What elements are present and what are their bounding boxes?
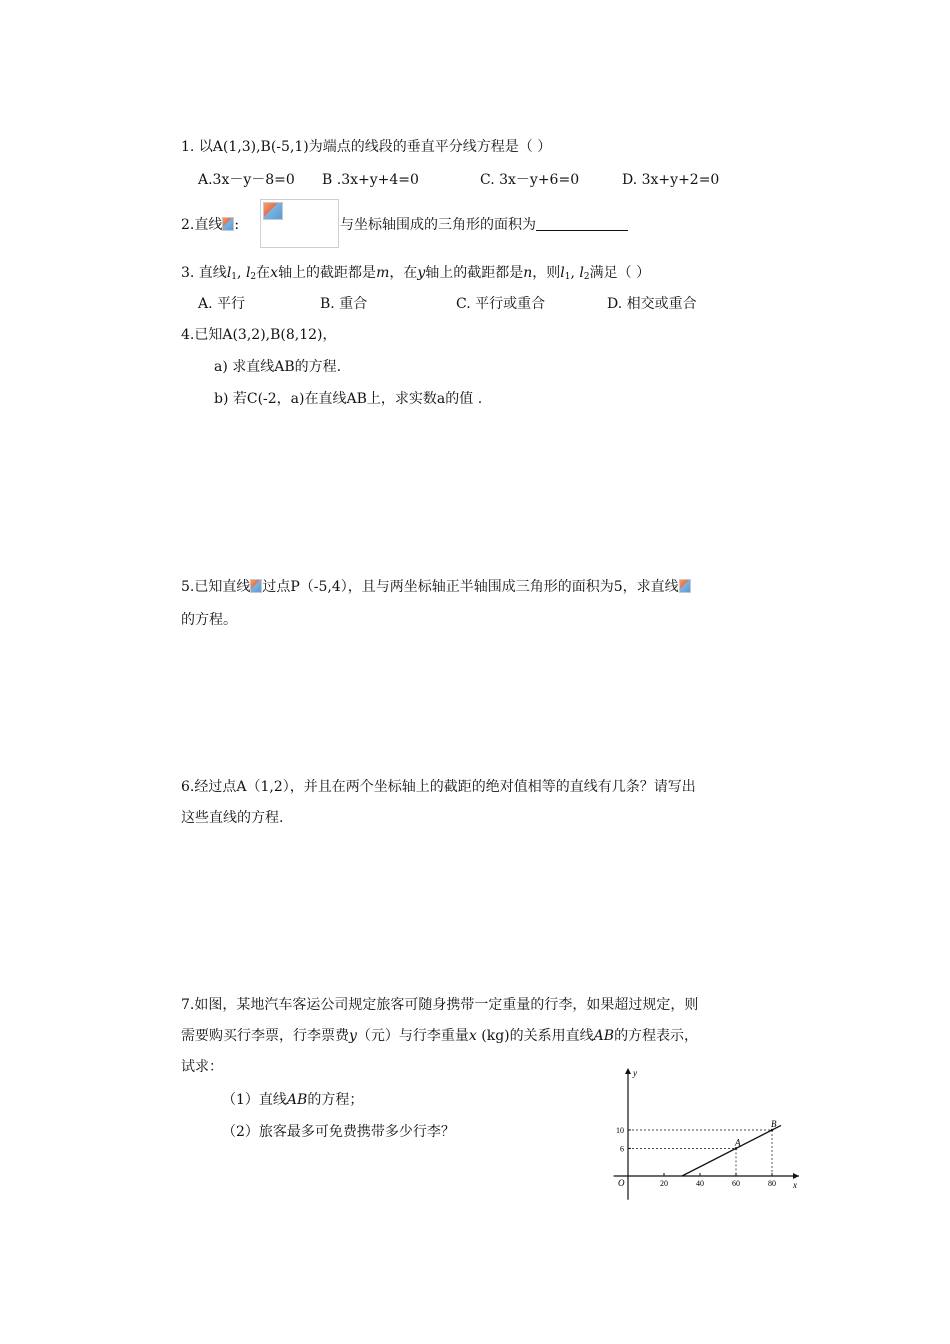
y-tick-label: 6 bbox=[620, 1144, 624, 1154]
x-axis-label: x bbox=[793, 1180, 797, 1190]
q3-option-d: D. 相交或重合 bbox=[607, 296, 697, 312]
q7-text: 的方程表示， bbox=[614, 1028, 699, 1044]
q5-line2: 的方程。 bbox=[181, 612, 237, 628]
answer-blank bbox=[536, 216, 628, 231]
q6-line2: 这些直线的方程. bbox=[181, 810, 284, 826]
q3-sub2b: 2 bbox=[583, 272, 590, 282]
q3-l2: l bbox=[245, 265, 251, 281]
x-axis-arrow bbox=[793, 1173, 799, 1179]
q7-line1: 7.如图，某地汽车客运公司规定旅客可随身携带一定重量的行李，如果超过规定，则 bbox=[181, 997, 699, 1013]
q7-text: (kg)的关系用直线 bbox=[476, 1028, 594, 1044]
q7-text: 的方程； bbox=[307, 1092, 364, 1108]
broken-image-icon bbox=[263, 202, 283, 220]
q7-y: y bbox=[349, 1028, 357, 1044]
luggage-fee-graph bbox=[600, 1066, 810, 1202]
q4-part-a: a) 求直线AB的方程. bbox=[214, 359, 342, 375]
q7-x: x bbox=[468, 1028, 477, 1044]
q3-sub2: 2 bbox=[250, 272, 257, 282]
q2-suffix: 与坐标轴围成的三角形的面积为 bbox=[340, 217, 536, 233]
broken-image-icon bbox=[250, 579, 262, 593]
q3-n: n bbox=[523, 265, 533, 281]
q3-sep: , bbox=[570, 265, 580, 281]
q4-stem: 4.已知A(3,2),B(8,12)， bbox=[181, 327, 337, 343]
q7-ab: AB bbox=[286, 1092, 308, 1108]
line-ab bbox=[682, 1125, 781, 1176]
q3-x: x bbox=[270, 265, 279, 281]
q7-ab: AB bbox=[593, 1028, 615, 1044]
q3-text: ，则 bbox=[532, 265, 561, 281]
q2-suffix-line bbox=[340, 215, 628, 235]
q1-stem: 1. 以A(1,3),B(-5,1)为端点的线段的垂直平分线方程是（ ） bbox=[181, 139, 552, 155]
q1-option-a: A.3x－y－8=0 bbox=[198, 172, 295, 188]
q5-line1 bbox=[181, 577, 691, 597]
x-tick-label: 20 bbox=[660, 1179, 668, 1188]
q5-text: 5.已知直线 bbox=[181, 579, 251, 595]
q3-text: ，在 bbox=[389, 265, 418, 281]
point-label-a: A bbox=[735, 1137, 741, 1148]
q7-line2 bbox=[181, 1026, 698, 1046]
q3-text: 轴上的截距都是 bbox=[425, 265, 524, 281]
y-tick-label: 10 bbox=[616, 1126, 624, 1135]
q7-sub2: （2）旅客最多可免费携带多少行李？ bbox=[222, 1124, 455, 1140]
q2-line bbox=[181, 215, 239, 235]
x-tick-label: 80 bbox=[768, 1179, 776, 1188]
broken-image-icon bbox=[679, 579, 691, 593]
q3-sub1b: 1 bbox=[564, 272, 571, 282]
q3-sep: , bbox=[237, 265, 246, 281]
q3-text: 轴上的截距都是 bbox=[278, 265, 377, 281]
q3-l1: l bbox=[226, 265, 232, 281]
q3-text: 在 bbox=[256, 265, 271, 281]
q4-part-b: b) 若C(-2，a)在直线AB上，求实数a的值 . bbox=[214, 391, 483, 407]
x-tick-label: 40 bbox=[696, 1179, 704, 1188]
q3-l2b: l bbox=[579, 265, 584, 281]
q7-text: （元）与行李重量 bbox=[356, 1028, 469, 1044]
y-axis-label: y bbox=[633, 1068, 637, 1078]
q3-y: y bbox=[417, 265, 426, 281]
q6-line1: 6.经过点A（1,2），并且在两个坐标轴上的截距的绝对值相等的直线有几条？请写出 bbox=[181, 779, 696, 795]
q1-option-c: C. 3x－y+6=0 bbox=[480, 172, 580, 188]
equation-image-placeholder bbox=[260, 199, 339, 248]
broken-image-icon bbox=[222, 217, 234, 231]
q7-sub1 bbox=[222, 1090, 363, 1110]
q3-option-c: C. 平行或重合 bbox=[456, 296, 546, 312]
q3-option-a: A. 平行 bbox=[198, 296, 246, 312]
q3-m: m bbox=[376, 265, 390, 281]
q3-l1b: l bbox=[560, 265, 565, 281]
q7-text: 需要购买行李票，行李票费 bbox=[181, 1028, 349, 1044]
q3-num: 3. 直线 bbox=[181, 265, 227, 281]
q3-option-b: B. 重合 bbox=[320, 296, 368, 312]
q7-line3: 试求： bbox=[181, 1059, 223, 1075]
point-label-b: B bbox=[771, 1119, 777, 1129]
q3-sub1: 1 bbox=[231, 272, 238, 282]
point-a bbox=[735, 1147, 738, 1150]
q7-text: （1）直线 bbox=[222, 1092, 287, 1108]
q1-option-b: B .3x+y+4=0 bbox=[322, 172, 419, 188]
q2-prefix: 2.直线 bbox=[181, 217, 223, 233]
y-axis-arrow bbox=[625, 1068, 631, 1074]
q3-stem bbox=[181, 263, 650, 287]
x-tick-label: 60 bbox=[732, 1179, 740, 1188]
point-b bbox=[771, 1129, 774, 1132]
q1-option-d: D. 3x+y+2=0 bbox=[622, 172, 720, 188]
origin-label: O bbox=[618, 1178, 625, 1188]
q2-colon: : bbox=[234, 217, 240, 233]
q3-text: 满足（ ） bbox=[589, 265, 651, 281]
q5-text: 过点P（-5,4），且与两坐标轴正半轴围成三角形的面积为5，求直线 bbox=[262, 579, 679, 595]
